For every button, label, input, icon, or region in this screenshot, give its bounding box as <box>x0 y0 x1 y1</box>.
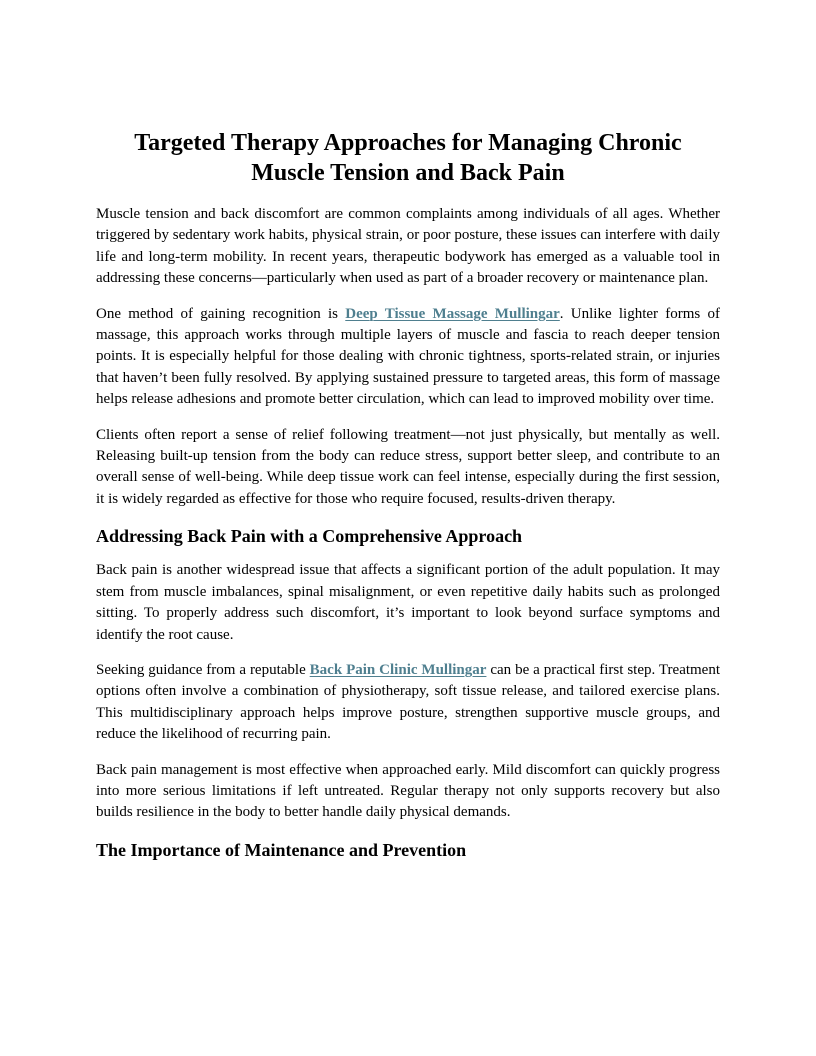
paragraph-clinic <box>96 660 720 746</box>
section-heading-maintenance: The Importance of Maintenance and Prevention <box>96 839 467 860</box>
title-line-2: Muscle Tension and Back Pain <box>251 160 565 186</box>
back-pain-clinic-link[interactable]: Back Pain Clinic Mullingar <box>309 661 487 678</box>
paragraph-clinic-body: can be a practical first step. Treatment options often involve a combination of physiotherapy, soft tissue release, and tailored exercise plans. This multidisciplinary approach helps improve posture, strengthen supportive muscle groups, and reduce the likelihood of recurring pain. <box>96 661 721 743</box>
document-title <box>96 128 720 188</box>
deep-tissue-massage-link[interactable]: Deep Tissue Massage Mullingar <box>345 305 560 322</box>
paragraph-clinic-lead: Seeking guidance from a reputable <box>96 661 310 678</box>
paragraph-client-relief: Clients often report a sense of relief following treatment—not just physically, but mentally as well. Releasing built-up tension from the body can reduce stress, support better sleep, and contribute to an overall sense of well-being. While deep tissue work can feel intense, especially during the first session, it is widely regarded as effective for those who require focused, results-driven therapy. <box>96 426 720 507</box>
title-line-1: Targeted Therapy Approaches for Managing Chronic <box>134 130 682 156</box>
paragraph-deep-tissue-lead: One method of gaining recognition is <box>96 305 346 322</box>
document-page <box>96 128 720 861</box>
paragraph-deep-tissue <box>96 304 720 411</box>
section-heading-back-pain: Addressing Back Pain with a Comprehensive Approach <box>96 526 523 547</box>
paragraph-intro: Muscle tension and back discomfort are common complaints among individuals of all ages. Whether triggered by sedentary work habits, physical strain, or poor posture, these issues can interfere with daily life and long-term mobility. In recent years, therapeutic bodywork has emerged as a valuable tool in addressing these concerns—particularly when used as part of a broader recovery or maintenance plan. <box>96 206 720 287</box>
paragraph-early-management: Back pain management is most effective when approached early. Mild discomfort can quickly progress into more serious limitations if left untreated. Regular therapy not only supports recovery but also builds resilience in the body to better handle daily physical demands. <box>96 761 720 821</box>
paragraph-deep-tissue-body: . Unlike lighter forms of massage, this approach works through multiple layers of muscle and fascia to reach deeper tension points. It is especially helpful for those dealing with chronic tightness, sports-related strain, or injuries that haven’t been fully resolved. By applying sustained pressure to targeted areas, this form of massage helps release adhesions and promote better circulation, which can lead to improved mobility over time. <box>96 305 720 408</box>
paragraph-back-pain: Back pain is another widespread issue that affects a significant portion of the adult population. It may stem from muscle imbalances, spinal misalignment, or even repetitive daily habits such as prolonged sitting. To properly address such discomfort, it’s important to look beyond surface symptoms and identify the root cause. <box>96 562 720 643</box>
